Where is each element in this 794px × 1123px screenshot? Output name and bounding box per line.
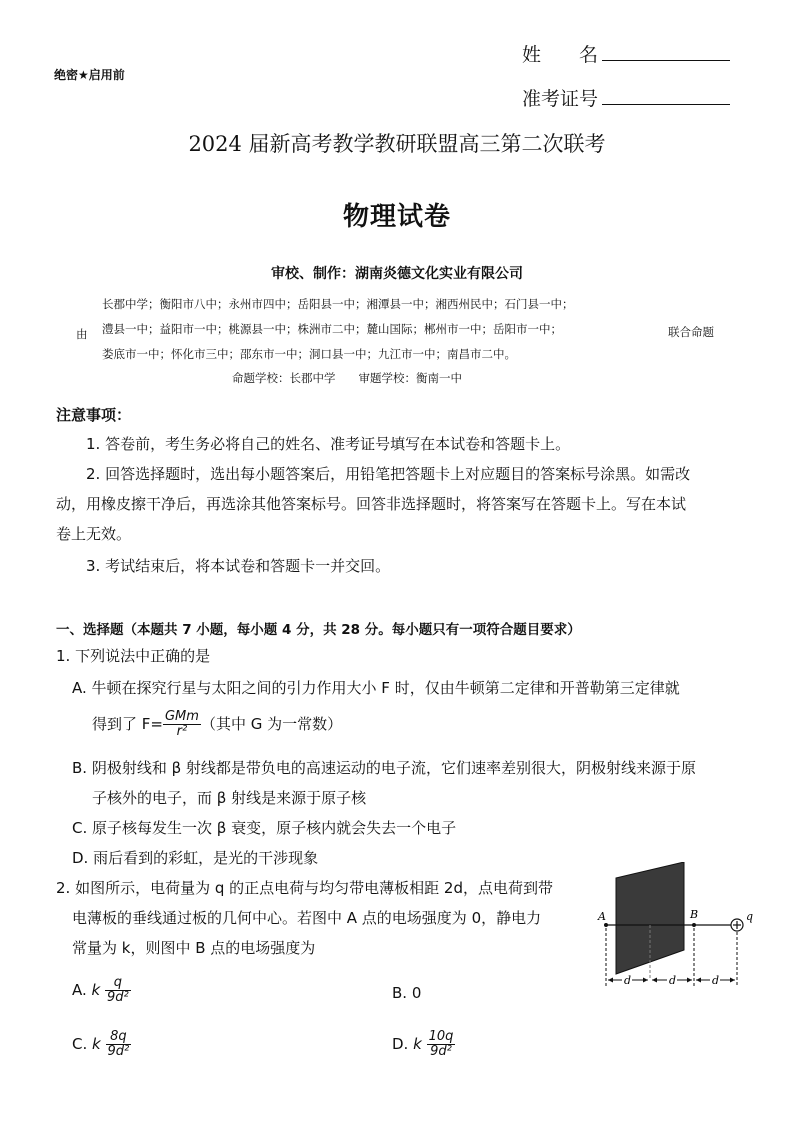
note-item-2-line2: 动，用橡皮擦干净后，再选涂其他答案标号。回答非选择题时，将答案写在答题卡上。写在本试 bbox=[56, 495, 687, 513]
q2-figure bbox=[594, 862, 764, 992]
q1-option-a-line2 bbox=[92, 710, 342, 739]
q1-option-b-line2: 子核外的电子，而 β 射线是来源于原子核 bbox=[92, 789, 367, 807]
note-item-2-line1: 2. 回答选择题时，选出每小题答案后，用铅笔把答题卡上对应题目的答案标号涂黑。如需改 bbox=[86, 465, 691, 483]
id-field[interactable] bbox=[522, 84, 730, 111]
q1-option-d: D. 雨后看到的彩虹，是光的干涉现象 bbox=[72, 849, 319, 867]
q2-line2: 电薄板的垂线通过板的几何中心。若图中 A 点的电场强度为 0，静电力 bbox=[72, 909, 542, 927]
q1-option-a-pre: 得到了 F= bbox=[92, 715, 163, 733]
point-a-label: A bbox=[598, 910, 606, 923]
q1-option-a-line1: A. 牛顿在探究行星与太阳之间的引力作用大小 F 时，仅由牛顿第二定律和开普勒第三定律就 bbox=[72, 679, 680, 697]
id-label: 准考证号 bbox=[522, 88, 599, 110]
name-label: 姓 名 bbox=[522, 44, 599, 66]
q2-option-a: A. k $\frac{q}{\text{9d²}}$ bbox=[72, 975, 129, 1005]
id-underline[interactable] bbox=[602, 86, 730, 105]
dim-label-3: d bbox=[712, 974, 720, 987]
q1-option-c: C. 原子核每发生一次 β 衰变，原子核内就会失去一个电子 bbox=[72, 819, 457, 837]
q2-option-c: C. k $\frac{8q}{\text{9d²}}$ bbox=[72, 1029, 130, 1059]
q2-option-b: B. 0 bbox=[392, 984, 422, 1002]
q2-option-d: D. k $\frac{10q}{\text{9d²}}$ bbox=[392, 1029, 454, 1059]
q2-line3: 常量为 k，则图中 B 点的电场强度为 bbox=[72, 939, 316, 957]
schools-prefix: 由 bbox=[76, 327, 88, 341]
note-item-2-line3: 卷上无效。 bbox=[56, 525, 132, 543]
schools-row-3: 娄底市一中；怀化市三中；邵东市一中；洞口县一中；九江市一中；南昌市二中。 bbox=[102, 347, 516, 361]
notes-heading: 注意事项： bbox=[56, 406, 132, 424]
q1-option-b-line1: B. 阴极射线和 β 射线都是带负电的高速运动的电子流，它们速率差别很大，阴极射线来源于原 bbox=[72, 759, 696, 777]
schools-row-1: 长郡中学；衡阳市八中；永州市四中；岳阳县一中；湘潭县一中；湘西州民中；石门县一中； bbox=[102, 297, 574, 311]
subject-title: 物理试卷 bbox=[342, 202, 451, 232]
name-field[interactable] bbox=[522, 40, 730, 67]
dim-label-2: d bbox=[669, 974, 677, 987]
schools-row-2: 澧县一中；益阳市一中；桃源县一中；株洲市二中；麓山国际；郴州市一中；岳阳市一中； bbox=[102, 322, 562, 336]
section-heading: 一、选择题（本题共 7 小题，每小题 4 分，共 28 分。每小题只有一项符合题目要求） bbox=[56, 622, 581, 638]
q1-formula-num: GMm bbox=[164, 709, 199, 724]
point-b-label: B bbox=[690, 908, 699, 921]
name-underline[interactable] bbox=[602, 42, 730, 61]
note-item-3: 3. 考试结束后，将本试卷和答题卡一并交回。 bbox=[86, 557, 391, 575]
charge-label: q bbox=[746, 910, 754, 923]
producer-line: 审校、制作：湖南炎德文化实业有限公司 bbox=[271, 266, 523, 282]
q1-stem: 1. 下列说法中正确的是 bbox=[56, 647, 211, 665]
secret-mark: 绝密★启用前 bbox=[54, 68, 125, 82]
q1-option-a-post: （其中 G 为一常数） bbox=[200, 715, 343, 733]
exam-title: 2024 届新高考教学教研联盟高三第二次联考 bbox=[188, 132, 606, 156]
point-b-dot bbox=[692, 923, 696, 927]
q1-formula-den: r² bbox=[176, 724, 188, 739]
q2-line1: 2. 如图所示，电荷量为 q 的正点电荷与均匀带电薄板相距 2d，点电荷到带 bbox=[56, 879, 553, 897]
dim-label-1: d bbox=[624, 974, 632, 987]
q1-formula bbox=[163, 710, 201, 739]
point-a-dot bbox=[604, 923, 608, 927]
schools-suffix: 联合命题 bbox=[668, 325, 714, 339]
schools-row-4: 命题学校：长郡中学 审题学校：衡南一中 bbox=[232, 371, 462, 385]
note-item-1: 1. 答卷前，考生务必将自己的姓名、准考证号填写在本试卷和答题卡上。 bbox=[86, 435, 571, 453]
